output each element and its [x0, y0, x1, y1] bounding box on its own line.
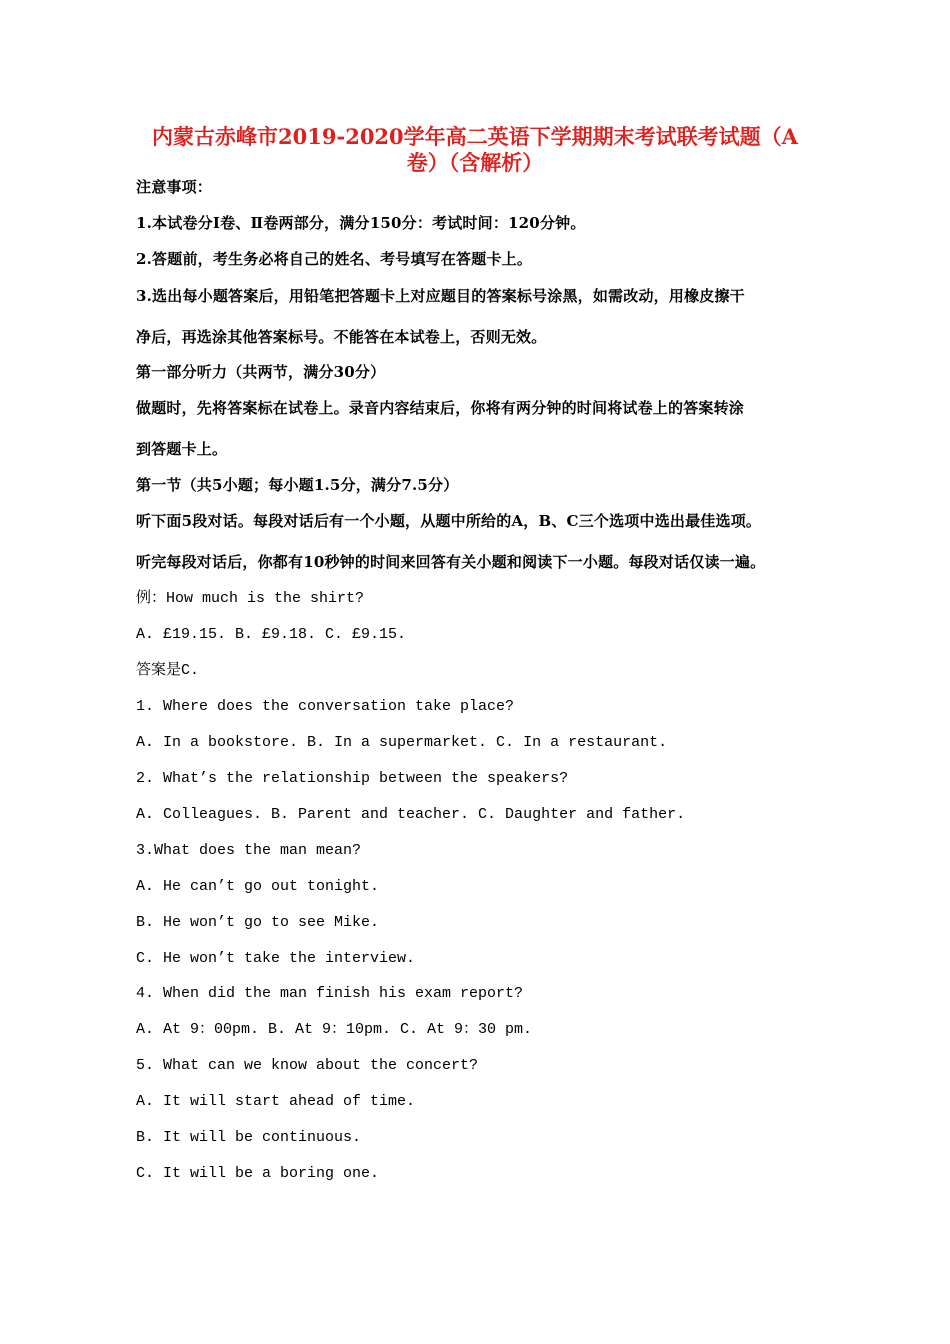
section1-instruction-line-1: 听下面5段对话。每段对话后有一个小题，从题中所给的A，B、C三个选项中选出最佳选项。 — [136, 512, 762, 530]
question-4: 4. When did the man finish his exam report? — [136, 985, 524, 1002]
notice-item-3-line-2: 净后，再选涂其他答案标号。不能答在本试卷上，否则无效。 — [136, 328, 547, 346]
question-3-option-a: A. He can’t go out tonight. — [136, 878, 380, 895]
question-5-option-a: A. It will start ahead of time. — [136, 1093, 416, 1110]
question-3-option-c: C. He won’t take the interview. — [136, 950, 416, 967]
document-title-line-1: 内蒙古赤峰市2019-2020学年高二英语下学期期末考试联考试题（A — [152, 124, 798, 149]
section1-heading: 第一节（共5小题；每小题1.5分，满分7.5分） — [136, 476, 459, 494]
part1-heading: 第一部分听力（共两节，满分30分） — [136, 363, 386, 381]
notice-heading: 注意事项： — [136, 178, 213, 196]
part1-instruction-line-2: 到答题卡上。 — [136, 440, 228, 458]
example-options: A. £19.15. B. £9.18. C. £9.15. — [136, 626, 407, 643]
question-1-options: A. In a bookstore. B. In a supermarket. C. In a restaurant. — [136, 734, 668, 751]
example-question: 例：How much is the shirt? — [136, 590, 365, 607]
question-5: 5. What can we know about the concert? — [136, 1057, 479, 1074]
question-1: 1. Where does the conversation take place? — [136, 698, 515, 715]
question-5-option-b: B. It will be continuous. — [136, 1129, 362, 1146]
notice-item-3-line-1: 3.选出每小题答案后，用铅笔把答题卡上对应题目的答案标号涂黑，如需改动，用橡皮擦干 — [136, 287, 745, 305]
part1-instruction-line-1: 做题时，先将答案标在试卷上。录音内容结束后，你将有两分钟的时间将试卷上的答案转涂 — [136, 399, 745, 417]
question-3-option-b: B. He won’t go to see Mike. — [136, 914, 380, 931]
document-title-line-2: 卷）（含解析） — [406, 150, 544, 175]
section1-instruction-line-2: 听完每段对话后，你都有10秒钟的时间来回答有关小题和阅读下一小题。每段对话仅读一遍。 — [136, 553, 766, 571]
question-4-options: A. At 9：00pm. B. At 9：10pm. C. At 9：30 pm. — [136, 1021, 533, 1038]
question-3: 3.What does the man mean? — [136, 842, 362, 859]
notice-item-2: 2.答题前，考生务必将自己的姓名、考号填写在答题卡上。 — [136, 250, 533, 268]
example-answer: 答案是C. — [136, 662, 200, 679]
question-5-option-c: C. It will be a boring one. — [136, 1165, 380, 1182]
notice-item-1: 1.本试卷分Ⅰ卷、Ⅱ卷两部分，满分150分：考试时间：120分钟。 — [136, 214, 586, 232]
question-2-options: A. Colleagues. B. Parent and teacher. C. Daughter and father. — [136, 806, 686, 823]
question-2: 2. What’s the relationship between the speakers? — [136, 770, 569, 787]
